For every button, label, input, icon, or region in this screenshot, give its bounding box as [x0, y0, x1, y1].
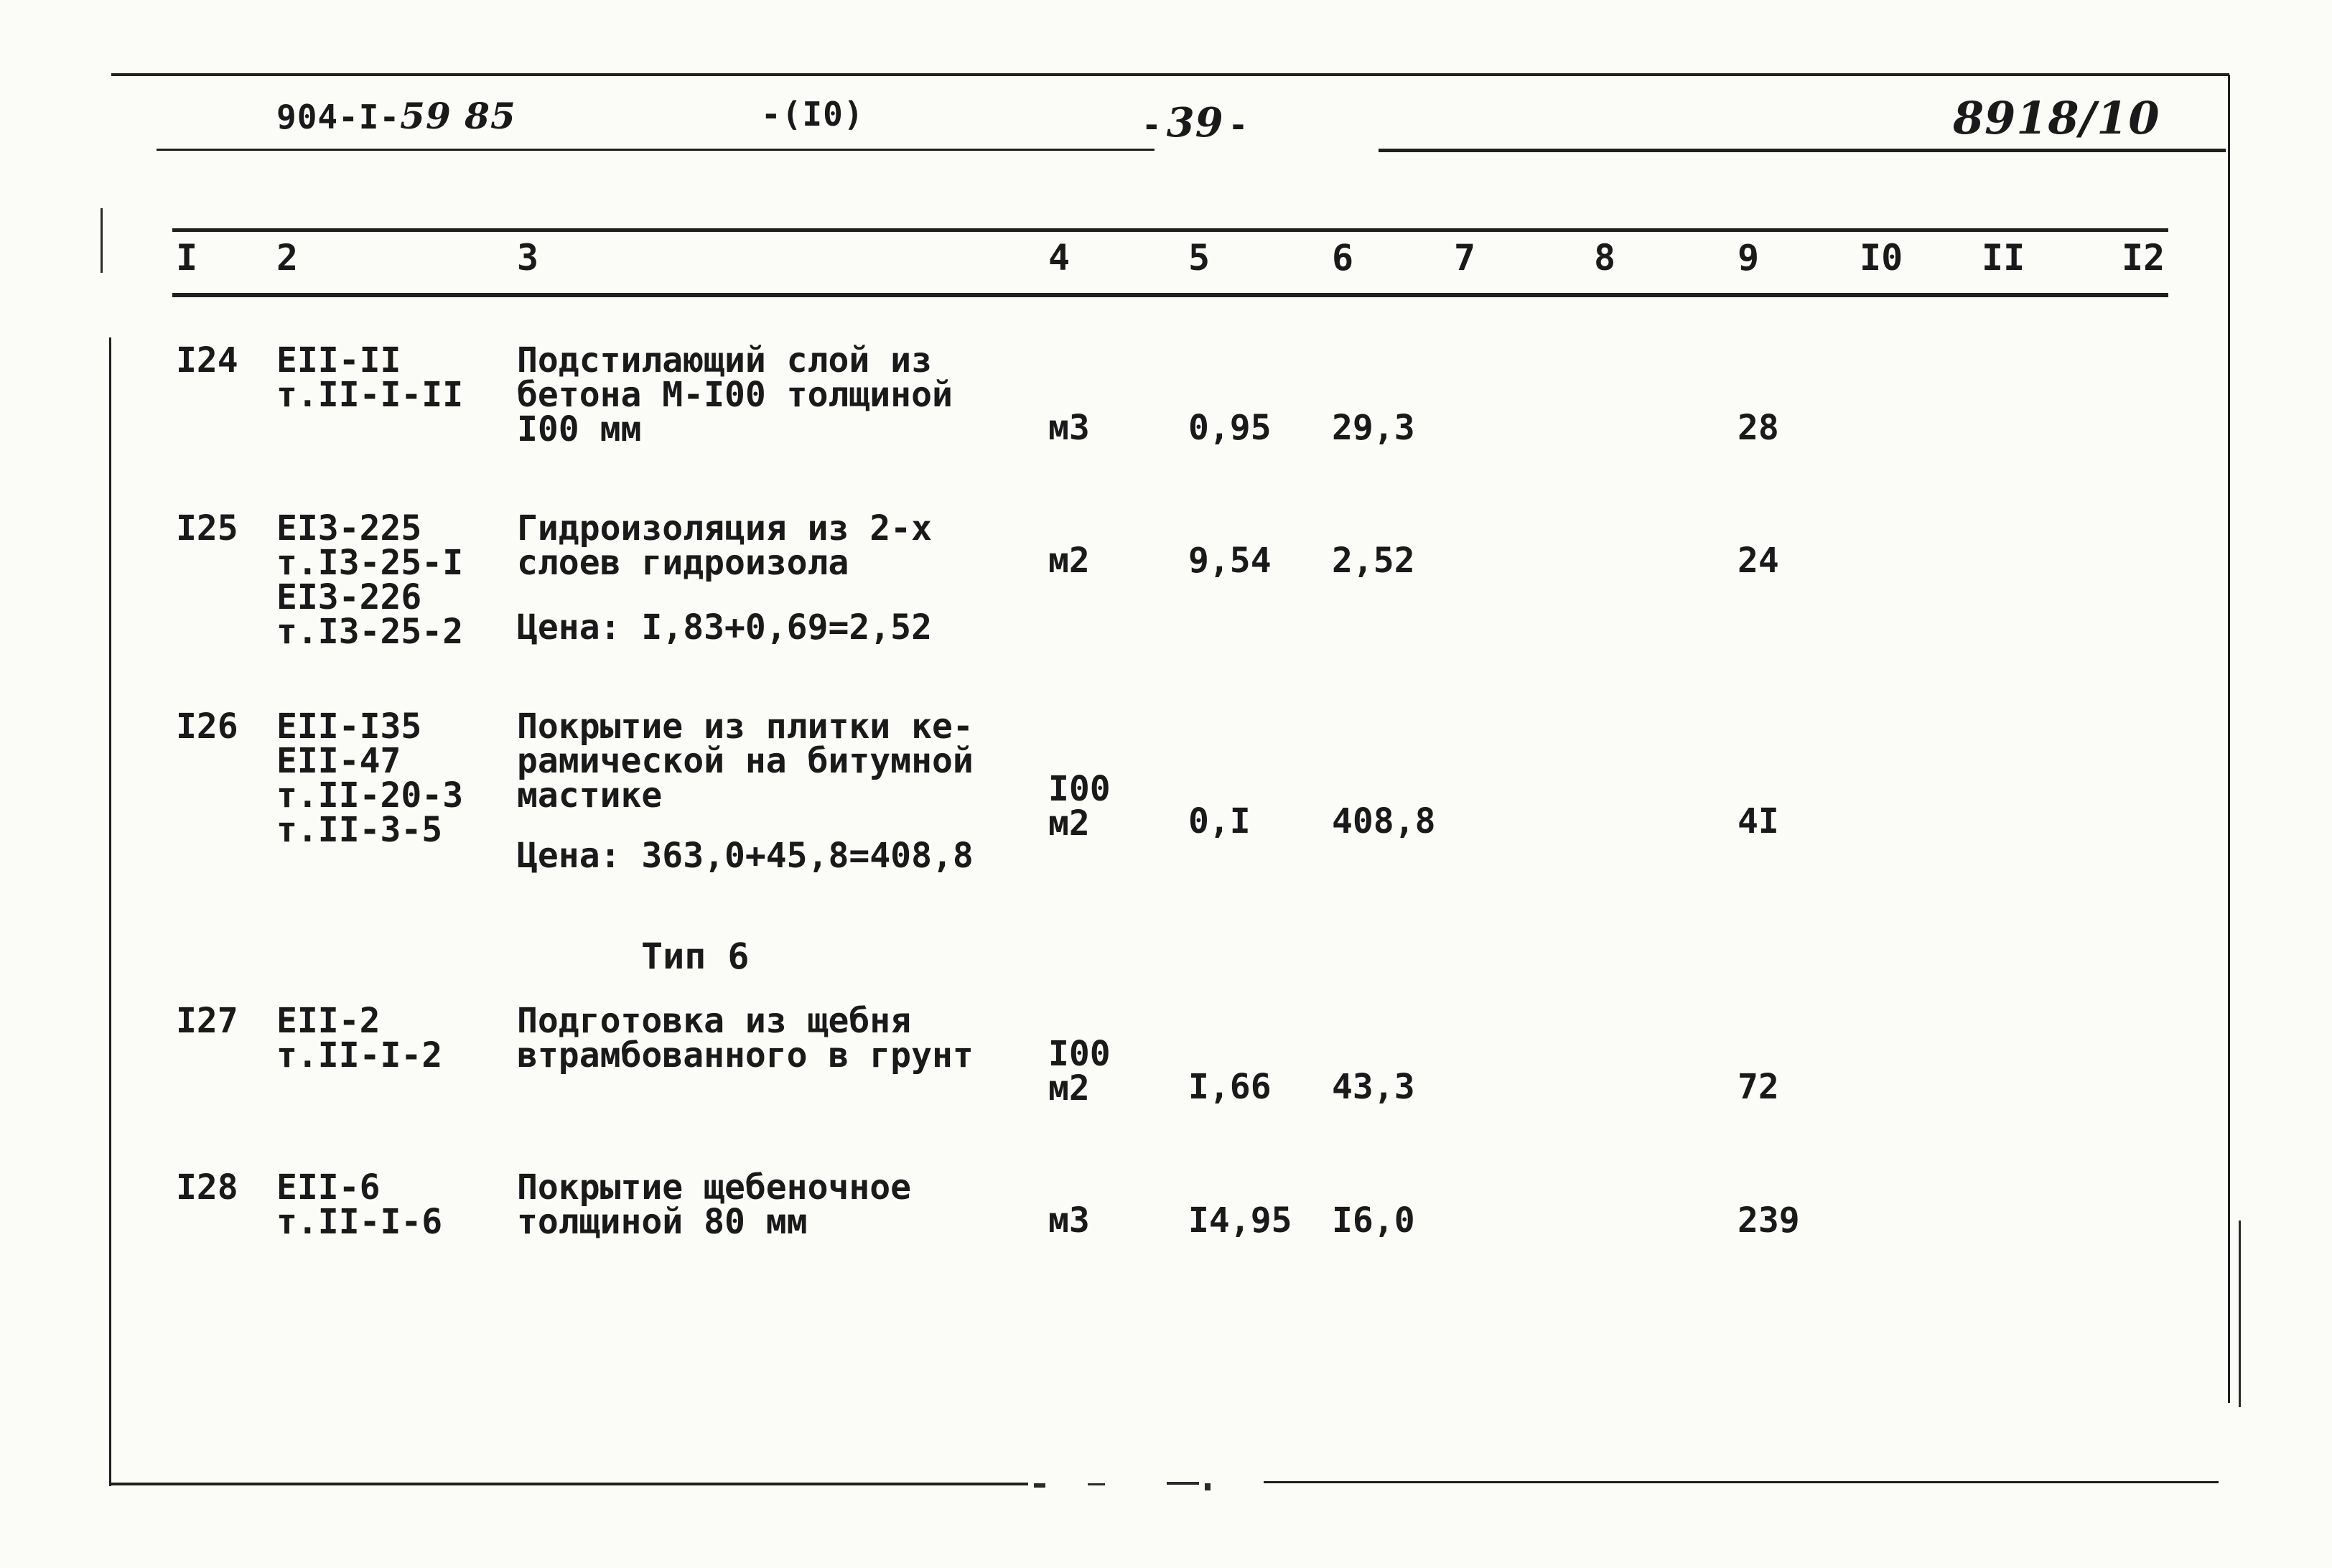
- row-unit: [1048, 769, 1111, 844]
- row-code: EII-II: [276, 340, 401, 381]
- row-number: I24: [176, 340, 238, 381]
- table-header-bottom-rule: [172, 293, 2168, 297]
- archive-number: 8918/10: [1953, 92, 2160, 144]
- row-quantity: 0,95: [1188, 408, 1272, 448]
- row-description: [517, 706, 974, 816]
- row-description-line: слоев гидроизола: [517, 543, 849, 583]
- row-description-line: бетона М-I00 толщиной: [517, 375, 953, 415]
- row-description-line: рамической на битумной: [517, 741, 974, 781]
- row-unit: [1048, 1034, 1111, 1109]
- row-unit-price: 2,52: [1332, 541, 1415, 581]
- left-frame-line: [109, 337, 111, 1486]
- document-code-printed: 904-I-: [276, 98, 401, 136]
- row-code: EI3-226: [276, 577, 422, 617]
- row-unit: м3: [1048, 1200, 1090, 1241]
- row-code: EII-47: [276, 741, 401, 781]
- scan-artifact: [101, 208, 103, 273]
- column-number-6: 6: [1332, 237, 1354, 279]
- header-top-rule: [111, 73, 2229, 76]
- row-description: [517, 1167, 912, 1242]
- row-unit-price: 408,8: [1332, 801, 1436, 841]
- scan-artifact: [1205, 1483, 1211, 1490]
- row-quantity: 9,54: [1188, 541, 1272, 581]
- row-total: 28: [1738, 408, 1779, 448]
- row-description: [517, 508, 932, 583]
- row-description-line: толщиной 80 мм: [517, 1202, 808, 1242]
- row-description-line: Покрытие щебеночное: [517, 1167, 912, 1208]
- row-code: т.II-I-II: [276, 375, 464, 415]
- row-unit-price: 29,3: [1332, 408, 1415, 448]
- row-code: т.I3-25-2: [276, 612, 464, 652]
- row-total: 4I: [1738, 801, 1779, 841]
- page-number-value: 39: [1166, 99, 1224, 146]
- row-unit-line: I00: [1048, 1034, 1111, 1074]
- column-number-3: 3: [517, 237, 539, 279]
- bottom-frame-line: [109, 1483, 1028, 1485]
- row-description: [517, 340, 953, 449]
- row-number: I28: [176, 1167, 238, 1208]
- header-bottom-rule-right: [1379, 149, 2226, 152]
- page-number: [1142, 99, 1249, 146]
- row-price-note: Цена: 363,0+45,8=408,8: [517, 836, 974, 876]
- row-code: т.I3-25-I: [276, 543, 464, 583]
- row-code: т.II-20-3: [276, 775, 464, 816]
- row-description-line: Гидроизоляция из 2-х: [517, 508, 932, 549]
- row-quantity: I4,95: [1188, 1200, 1292, 1241]
- column-number-2: 2: [276, 237, 299, 279]
- row-code: EII-2: [276, 1001, 381, 1041]
- page-number-suffix: -: [1228, 106, 1249, 144]
- row-description-line: Подготовка из щебня: [517, 1001, 912, 1041]
- column-number-4: 4: [1048, 237, 1071, 279]
- row-description-line: I00 мм: [517, 409, 642, 449]
- scan-artifact: [2239, 1221, 2241, 1407]
- column-number-10: I0: [1860, 237, 1903, 279]
- column-number-5: 5: [1188, 237, 1211, 279]
- row-unit-line: м2: [1048, 803, 1090, 844]
- row-code: т.II-I-6: [276, 1202, 443, 1242]
- row-total: 24: [1738, 541, 1779, 581]
- row-codes: [276, 508, 464, 652]
- right-frame-line: [2228, 75, 2230, 1403]
- row-description-line: мастике: [517, 775, 663, 816]
- header-bottom-rule-left: [157, 149, 1155, 151]
- row-description-line: Покрытие из плитки ке-: [517, 706, 974, 747]
- bottom-frame-line-right: [1264, 1481, 2219, 1483]
- row-quantity: I,66: [1188, 1067, 1272, 1107]
- column-number-12: I2: [2122, 237, 2165, 279]
- document-code: [276, 95, 516, 137]
- section-title: Тип 6: [641, 935, 750, 977]
- column-number-9: 9: [1738, 237, 1760, 279]
- table-header-top-rule: [172, 228, 2168, 232]
- row-unit: м3: [1048, 408, 1090, 448]
- column-number-8: 8: [1594, 237, 1616, 279]
- row-code: EI3-225: [276, 508, 422, 549]
- row-unit-line: I00: [1048, 769, 1111, 809]
- row-number: I27: [176, 1001, 238, 1041]
- row-number: I25: [176, 508, 238, 549]
- row-codes: [276, 340, 464, 415]
- row-total: 72: [1738, 1067, 1779, 1107]
- row-codes: [276, 1001, 443, 1075]
- row-code: т.II-3-5: [276, 810, 443, 850]
- document-code-handwritten: 59 85: [400, 95, 516, 137]
- row-code: т.II-I-2: [276, 1035, 443, 1075]
- row-code: EII-6: [276, 1167, 381, 1208]
- row-code: EII-I35: [276, 706, 422, 747]
- row-price-note: Цена: I,83+0,69=2,52: [517, 607, 932, 648]
- row-codes: [276, 1167, 443, 1242]
- row-total: 239: [1738, 1200, 1800, 1241]
- row-codes: [276, 706, 464, 850]
- column-number-1: I: [176, 237, 198, 279]
- scan-artifact: [1167, 1482, 1199, 1485]
- column-number-7: 7: [1454, 237, 1476, 279]
- row-description: [517, 1001, 974, 1075]
- page-number-prefix: -: [1142, 106, 1162, 144]
- row-number: I26: [176, 706, 238, 747]
- row-unit-line: м2: [1048, 1068, 1090, 1109]
- scan-artifact: [1034, 1483, 1045, 1488]
- row-quantity: 0,I: [1188, 801, 1251, 841]
- row-unit-price: I6,0: [1332, 1200, 1415, 1241]
- sheet-reference: -(I0): [761, 95, 864, 134]
- row-unit-price: 43,3: [1332, 1067, 1415, 1107]
- row-description-line: Подстилающий слой из: [517, 340, 932, 381]
- scan-artifact: [1088, 1483, 1105, 1485]
- row-description-line: втрамбованного в грунт: [517, 1035, 974, 1075]
- column-number-11: II: [1982, 237, 2025, 279]
- row-unit: м2: [1048, 541, 1090, 581]
